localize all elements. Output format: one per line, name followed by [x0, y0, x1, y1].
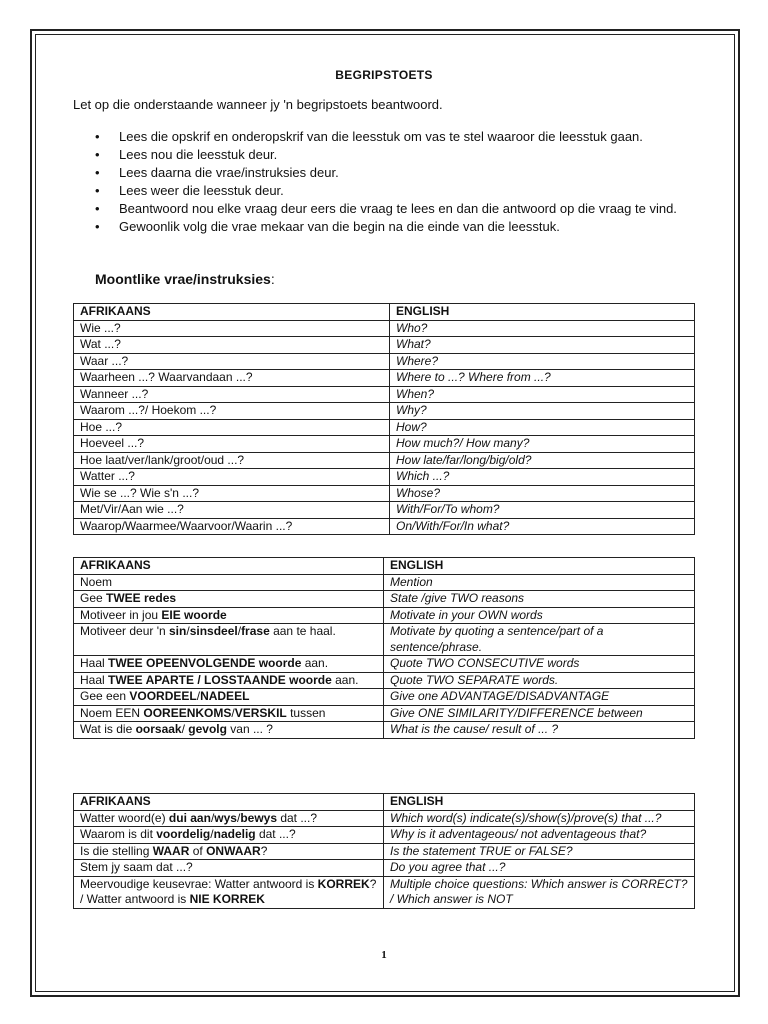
english-cell: How?	[390, 419, 695, 436]
english-cell: Quote TWO CONSECUTIVE words	[384, 656, 695, 673]
table-header-row	[74, 558, 695, 575]
table-row	[74, 469, 695, 486]
bullet-icon: •	[95, 201, 100, 216]
table-row	[74, 624, 695, 656]
subheading-colon: :	[270, 271, 275, 287]
bold-term: sin	[169, 624, 187, 638]
table-row	[74, 705, 695, 722]
table-header-row	[74, 794, 695, 811]
afrikaans-cell: Gee TWEE redes	[74, 591, 384, 608]
instruction-text: Gewoonlik volg die vrae mekaar van die begin na die einde van die leesstuk.	[119, 219, 560, 234]
instructions-table	[73, 557, 695, 739]
table-row	[74, 860, 695, 877]
bold-term: nadelig	[213, 827, 256, 841]
bold-term: NIE KORREK	[189, 892, 265, 906]
english-cell: Give ONE SIMILARITY/DIFFERENCE between	[384, 705, 695, 722]
question-types-table	[73, 793, 695, 909]
header-afrikaans: AFRIKAANS	[74, 558, 384, 575]
table-row	[74, 502, 695, 519]
bold-term: KORREK	[317, 876, 370, 891]
english-cell: Is the statement TRUE or FALSE?	[384, 843, 695, 860]
table-row	[74, 436, 695, 453]
table-row	[74, 722, 695, 739]
english-cell: When?	[390, 386, 695, 403]
english-cell: Quote TWO SEPARATE words.	[384, 672, 695, 689]
english-cell: Whose?	[390, 485, 695, 502]
afrikaans-cell: Wie ...?	[74, 320, 390, 337]
document-title: BEGRIPSTOETS	[335, 68, 433, 82]
afrikaans-cell: Motiveer deur 'n sin/sinsdeel/frase aan te haal.	[74, 624, 384, 656]
bold-term: voordelig	[156, 827, 211, 841]
english-cell: Which ...?	[390, 469, 695, 486]
table-row	[74, 337, 695, 354]
bold-term: wys	[214, 810, 237, 825]
section-subheading	[95, 271, 275, 287]
english-cell: Motivate in your OWN words	[384, 607, 695, 624]
bold-term: frase	[241, 624, 270, 638]
instruction-item	[73, 164, 703, 182]
instruction-text: Beantwoord nou elke vraag deur eers die vraag te lees en dan die antwoord op die vraag te vind.	[119, 201, 677, 216]
english-cell: With/For/To whom?	[390, 502, 695, 519]
english-cell: Where?	[390, 353, 695, 370]
afrikaans-cell: Wie se ...? Wie s'n ...?	[74, 485, 390, 502]
instruction-text: Lees daarna die vrae/instruksies deur.	[119, 165, 339, 180]
english-cell: Do you agree that ...?	[384, 860, 695, 877]
bold-term: NADEEL	[200, 689, 250, 703]
bold-term: gevolg	[188, 722, 227, 736]
bold-term: WAAR	[152, 843, 190, 858]
instruction-text: Lees weer die leesstuk deur.	[119, 183, 284, 198]
afrikaans-cell: Noem EEN OOREENKOMS/VERSKIL tussen	[74, 705, 384, 722]
english-cell: On/With/For/In what?	[390, 518, 695, 535]
table-row	[74, 485, 695, 502]
table-row	[74, 591, 695, 608]
instruction-item	[73, 146, 703, 164]
table-row	[74, 320, 695, 337]
english-cell: Motivate by quoting a sentence/part of a sentence/phrase.	[384, 624, 695, 656]
afrikaans-cell: Gee een VOORDEEL/NADEEL	[74, 689, 384, 706]
table-row	[74, 810, 695, 827]
table-row	[74, 607, 695, 624]
instruction-item	[73, 128, 703, 146]
header-afrikaans: AFRIKAANS	[74, 794, 384, 811]
english-cell: How late/far/long/big/old?	[390, 452, 695, 469]
afrikaans-cell: Hoe laat/ver/lank/groot/oud ...?	[74, 452, 390, 469]
table-row	[74, 574, 695, 591]
instruction-list	[73, 128, 703, 236]
table-row	[74, 656, 695, 673]
table-row	[74, 827, 695, 844]
afrikaans-cell: Waar ...?	[74, 353, 390, 370]
afrikaans-cell: Waarom is dit voordelig/nadelig dat ...?	[74, 827, 384, 844]
page-number: 1	[381, 949, 387, 961]
instruction-text: Lees die opskrif en onderopskrif van die leesstuk om vas te stel waaroor die leesstuk gaan.	[119, 129, 643, 144]
afrikaans-cell: Noem	[74, 574, 384, 591]
bold-term: TWEE APARTE / LOSSTAANDE woorde	[108, 672, 332, 687]
english-cell: What is the cause/ result of ... ?	[384, 722, 695, 739]
header-afrikaans: AFRIKAANS	[74, 304, 390, 321]
table-row	[74, 452, 695, 469]
english-cell: State /give TWO reasons	[384, 591, 695, 608]
afrikaans-cell: Met/Vir/Aan wie ...?	[74, 502, 390, 519]
bold-term: OOREENKOMS	[143, 705, 232, 720]
bullet-icon: •	[95, 147, 100, 162]
bullet-icon: •	[95, 219, 100, 234]
english-cell: Why is it adventageous/ not adventageous that?	[384, 827, 695, 844]
english-cell: Who?	[390, 320, 695, 337]
afrikaans-cell: Stem jy saam dat ...?	[74, 860, 384, 877]
bold-term: VERSKIL	[234, 705, 287, 720]
table-row	[74, 518, 695, 535]
bold-term: EIE woorde	[161, 607, 227, 622]
english-cell: Which word(s) indicate(s)/show(s)/prove(s) that ...?	[384, 810, 695, 827]
intro-text: Let op die onderstaande wanneer jy 'n begripstoets beantwoord.	[73, 97, 443, 112]
afrikaans-cell: Meervoudige keusevrae: Watter antwoord is KORREK? / Watter antwoord is NIE KORREK	[74, 876, 384, 908]
instruction-text: Lees nou die leesstuk deur.	[119, 147, 278, 162]
bold-term: dui aan	[168, 810, 211, 825]
instruction-item	[73, 218, 703, 236]
bold-term: sinsdeel	[189, 624, 238, 638]
subheading-text: Moontlike vrae/instruksies	[95, 271, 271, 287]
english-cell: Multiple choice questions: Which answer is CORRECT? / Which answer is NOT	[384, 876, 695, 908]
question-words-table	[73, 303, 695, 535]
table-row	[74, 672, 695, 689]
english-cell: Why?	[390, 403, 695, 420]
bold-term: TWEE redes	[106, 591, 177, 605]
header-english: ENGLISH	[384, 794, 695, 811]
english-cell: What?	[390, 337, 695, 354]
bullet-icon: •	[95, 165, 100, 180]
afrikaans-cell: Wat is die oorsaak/ gevolg van ... ?	[74, 722, 384, 739]
table-row	[74, 419, 695, 436]
afrikaans-cell: Waarheen ...? Waarvandaan ...?	[74, 370, 390, 387]
afrikaans-cell: Wat ...?	[74, 337, 390, 354]
afrikaans-cell: Haal TWEE OPEENVOLGENDE woorde aan.	[74, 656, 384, 673]
table-header-row	[74, 304, 695, 321]
afrikaans-cell: Waarom ...?/ Hoekom ...?	[74, 403, 390, 420]
english-cell: How much?/ How many?	[390, 436, 695, 453]
table-row	[74, 876, 695, 908]
afrikaans-cell: Waarop/Waarmee/Waarvoor/Waarin ...?	[74, 518, 390, 535]
afrikaans-cell: Haal TWEE APARTE / LOSSTAANDE woorde aan.	[74, 672, 384, 689]
header-english: ENGLISH	[390, 304, 695, 321]
instruction-item	[73, 182, 703, 200]
afrikaans-cell: Wanneer ...?	[74, 386, 390, 403]
table-row	[74, 403, 695, 420]
instruction-item	[73, 200, 703, 218]
english-cell: Mention	[384, 574, 695, 591]
bold-term: TWEE OPEENVOLGENDE woorde	[108, 656, 302, 670]
afrikaans-cell: Watter ...?	[74, 469, 390, 486]
afrikaans-cell: Motiveer in jou EIE woorde	[74, 607, 384, 624]
afrikaans-cell: Hoe ...?	[74, 419, 390, 436]
bold-term: oorsaak	[135, 722, 182, 736]
table-row	[74, 353, 695, 370]
table-row	[74, 370, 695, 387]
afrikaans-cell: Hoeveel ...?	[74, 436, 390, 453]
bullet-icon: •	[95, 129, 100, 144]
english-cell: Where to ...? Where from ...?	[390, 370, 695, 387]
table-row	[74, 689, 695, 706]
afrikaans-cell: Watter woord(e) dui aan/wys/bewys dat ...?	[74, 810, 384, 827]
bold-term: bewys	[240, 810, 277, 825]
table-row	[74, 386, 695, 403]
bullet-icon: •	[95, 183, 100, 198]
afrikaans-cell: Is die stelling WAAR of ONWAAR?	[74, 843, 384, 860]
english-cell: Give one ADVANTAGE/DISADVANTAGE	[384, 689, 695, 706]
table-row	[74, 843, 695, 860]
header-english: ENGLISH	[384, 558, 695, 575]
bold-term: VOORDEEL	[129, 689, 197, 703]
bold-term: ONWAAR	[206, 843, 261, 858]
